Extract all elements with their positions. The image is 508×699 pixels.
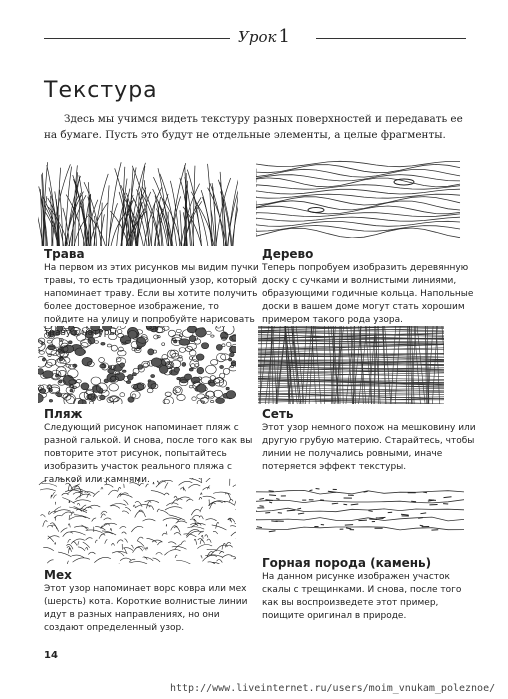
section-text-rock: На данном рисунке изображен участок скалы с трещинками. И снова, после того как вы воспроизведете этот пример, поищите оригинал в природе.	[262, 572, 462, 621]
lesson-number: 1	[278, 26, 290, 47]
intro-paragraph: Здесь мы учимся видеть текстуру разных поверхностей и передавать ее на бумаге. Пусть это будут не отдельные элементы, а целые фрагменты.	[44, 113, 463, 141]
section-title-rock: Горная порода (камень)	[262, 556, 432, 570]
header-rule-right	[316, 38, 466, 39]
rock-illustration	[256, 488, 464, 534]
page-title: Текстура	[44, 78, 158, 103]
section-title-fur: Мех	[44, 568, 72, 582]
watermark-url: http://www.liveinternet.ru/users/moim_vnukam_poleznoe/	[170, 683, 496, 694]
section-text-grass: На первом из этих рисунков мы видим пучки травы, то есть традиционный узор, который напоминает траву. Если вы хотите получить более достоверное изображение, то пойдите на улицу и попробуйте нарисовать траву с натуры.	[44, 263, 259, 338]
wood-illustration	[256, 160, 468, 238]
fur-illustration	[38, 478, 236, 564]
section-title-wood: Дерево	[262, 247, 314, 261]
section-title-beach: Пляж	[44, 407, 83, 421]
section-text-net: Этот узор немного похож на мешковину или другую грубую материю. Старайтесь, чтобы линии не получались ровными, иначе потеряется эффект текстуры.	[262, 423, 476, 472]
section-text-wood: Теперь попробуем изобразить деревянную доску с сучками и волнистыми линиями, образующими годичные кольца. Напольные доски в вашем доме могут стать хорошим примером такого рода узора.	[262, 263, 474, 325]
section-text-beach: Следующий рисунок напоминает пляж с разной галькой. И снова, после того как вы повторите этот рисунок, попытайтесь изобразить участок реального пляжа с галькой или камнями.	[44, 423, 253, 485]
grass-illustration	[38, 160, 238, 246]
section-title-grass: Трава	[44, 247, 85, 261]
net-illustration	[258, 326, 444, 404]
header-rule-left	[44, 38, 230, 39]
section-title-net: Сеть	[262, 407, 294, 421]
page-number: 14	[44, 650, 58, 661]
section-text-fur: Этот узор напоминает ворс ковра или мех (шерсть) кота. Короткие волнистые линии идут в разных направлениях, но они создают определенный узор.	[44, 584, 248, 633]
lesson-heading	[238, 26, 290, 47]
lesson-label: Урок	[238, 28, 277, 46]
